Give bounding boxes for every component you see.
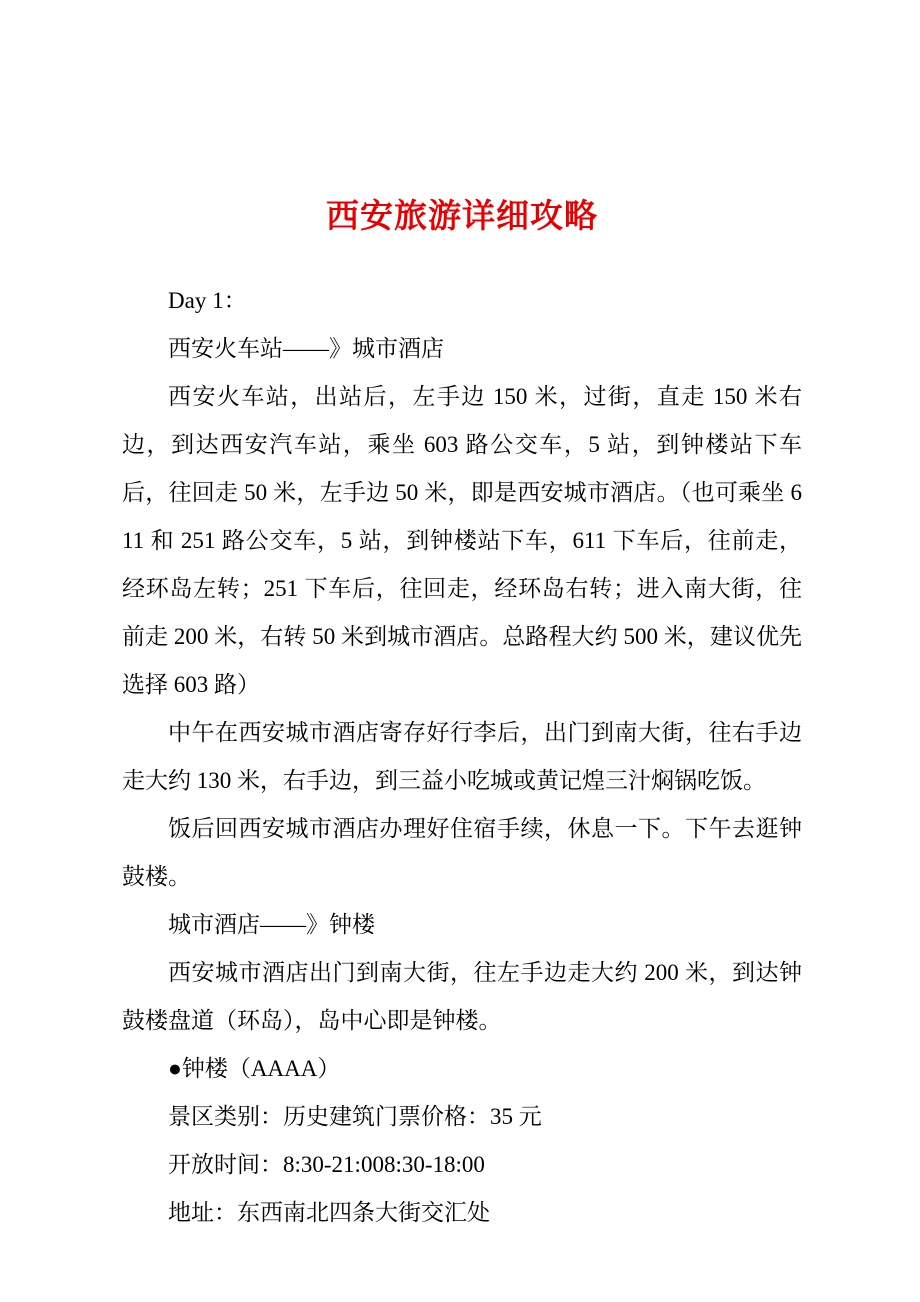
paragraph-directions-hotel: 西安火车站，出站后，左手边 150 米，过街，直走 150 米右边，到达西安汽车站，乘坐 603 路公交车，5 站，到钟楼站下车后，往回走 50 米，左手边 50 米，即是西安城市酒店。（也可乘坐 611 和 251 路公交车，5 站，到钟楼站下车，611 下车后，往前走，经环岛左转；251 下车后，往回走，经环岛右转；进入南大街，往前走 200 米，右转 50 米到城市酒店。总路程大约 500 米，建议优先选择 603 路） <box>122 384 802 697</box>
paragraph-route-station-hotel: 西安火车站——》城市酒店 <box>168 336 444 361</box>
paragraph-belltower-heading: ●钟楼（AAAA） <box>168 1056 341 1081</box>
paragraph-day-label: Day 1： <box>168 288 247 313</box>
paragraph-address: 地址：东西南北四条大街交汇处 <box>168 1200 490 1225</box>
paragraph-opening-hours: 开放时间：8:30-21:008:30-18:00 <box>168 1152 485 1177</box>
paragraph-directions-belltower: 西安城市酒店出门到南大街，往左手边走大约 200 米，到达钟鼓楼盘道（环岛），岛中心即是钟楼。 <box>122 960 802 1033</box>
paragraph-lunch: 中午在西安城市酒店寄存好行李后，出门到南大街，往右手边走大约 130 米，右手边，到三益小吃城或黄记煌三汁焖锅吃饭。 <box>122 720 802 793</box>
document-body <box>122 277 802 1237</box>
paragraph-route-hotel-belltower: 城市酒店——》钟楼 <box>168 912 375 937</box>
paragraph-category-ticket: 景区类别：历史建筑门票价格：35 元 <box>168 1104 542 1129</box>
document-title: 西安旅游详细攻略 <box>326 199 598 235</box>
paragraph-after-meal: 饭后回西安城市酒店办理好住宿手续，休息一下。下午去逛钟鼓楼。 <box>122 816 802 889</box>
